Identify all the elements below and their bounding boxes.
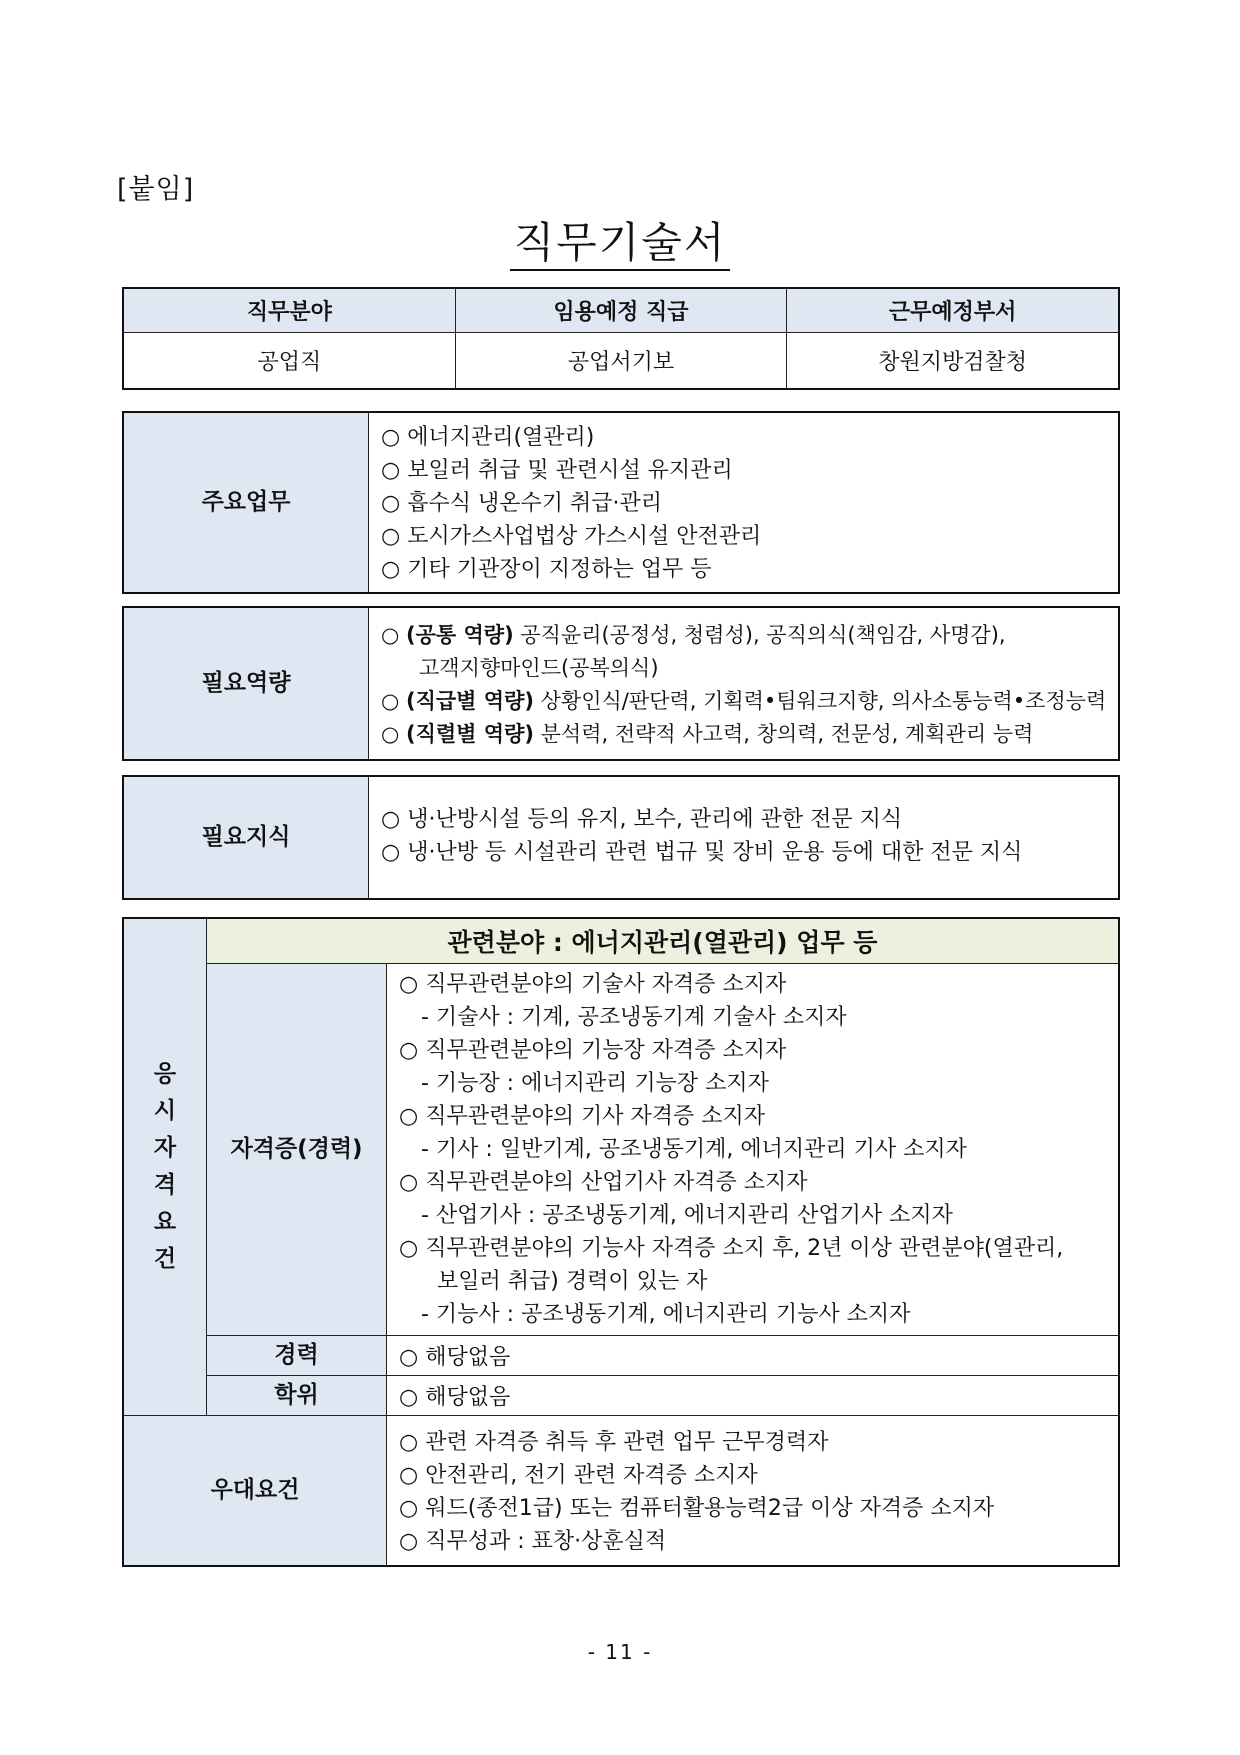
degree-value: ○ 해당없음 xyxy=(387,1376,1119,1416)
duty-item: ○ 기타 기관장이 지정하는 업무 등 xyxy=(381,557,712,582)
knowledge-table xyxy=(123,776,1119,899)
summary-value-department: 창원지방검찰청 xyxy=(787,333,1119,389)
summary-header-grade: 임용예정 직급 xyxy=(455,289,787,333)
preferred-item: ○ 직무성과 : 표창·상훈실적 xyxy=(399,1528,667,1554)
competency-item: ○ (직급별 역량) 상황인식/판단력, 기획력•팀워크지향, 의사소통능력•조정능력 xyxy=(381,688,1107,713)
duty-item: ○ 흡수식 냉온수기 취급·관리 xyxy=(381,491,662,516)
knowledge-list xyxy=(369,777,1119,899)
knowledge-label: 필요지식 xyxy=(124,777,369,899)
summary-value-grade: 공업서기보 xyxy=(455,333,787,389)
cert-subitem: - 기사 : 일반기계, 공조냉동기계, 에너지관리 기사 소지자 xyxy=(421,1137,967,1162)
preferred-label: 우대요건 xyxy=(124,1416,387,1566)
competency-label: 필요역량 xyxy=(124,608,369,760)
cert-item: ○ 직무관련분야의 기사 자격증 소지자 xyxy=(399,1104,765,1129)
knowledge-item: ○ 냉·난방 등 시설관리 관련 법규 및 장비 운용 등에 대한 전문 지식 xyxy=(381,840,1023,865)
cert-subitem: - 기술사 : 기계, 공조냉동기계 기술사 소지자 xyxy=(421,1005,847,1030)
competency-item: ○ (직렬별 역량) 분석력, 전략적 사고력, 창의력, 전문성, 계획관리 능력 xyxy=(381,721,1034,746)
summary-header-field: 직무분야 xyxy=(124,289,456,333)
document-title: 직무기술서 xyxy=(510,218,731,271)
duties-label: 주요업무 xyxy=(124,413,369,593)
page-number: - 11 - xyxy=(587,1640,653,1664)
cert-subitem: - 기능장 : 에너지관리 기능장 소지자 xyxy=(421,1071,769,1096)
preferred-item: ○ 워드(종전1급) 또는 컴퓨터활용능력2급 이상 자격증 소지자 xyxy=(399,1495,995,1521)
cert-item: ○ 직무관련분야의 기능사 자격증 소지 후, 2년 이상 관련분야(열관리, xyxy=(399,1236,1064,1261)
preferred-item: ○ 관련 자격증 취득 후 관련 업무 근무경력자 xyxy=(399,1429,829,1455)
degree-label: 학위 xyxy=(207,1376,387,1416)
duty-item: ○ 보일러 취급 및 관련시설 유지관리 xyxy=(381,458,733,483)
cert-subitem: - 기능사 : 공조냉동기계, 에너지관리 기능사 소지자 xyxy=(421,1302,911,1327)
duty-item: ○ 에너지관리(열관리) xyxy=(381,425,595,450)
requirements-vertical-label: 응 시 자 격 요 건 xyxy=(124,919,207,1416)
document-title-wrap xyxy=(0,210,1240,270)
experience-label: 경력 xyxy=(207,1336,387,1376)
knowledge-item: ○ 냉·난방시설 등의 유지, 보수, 관리에 관한 전문 지식 xyxy=(381,807,903,832)
summary-table xyxy=(123,288,1119,389)
competency-item-continued: 고객지향마인드(공복의식) xyxy=(419,655,659,680)
certificate-list xyxy=(387,964,1119,1336)
certificate-label: 자격증(경력) xyxy=(207,964,387,1336)
preferred-item: ○ 안전관리, 전기 관련 자격증 소지자 xyxy=(399,1462,758,1488)
cert-item: ○ 직무관련분야의 기술사 자격증 소지자 xyxy=(399,972,787,997)
competency-list xyxy=(369,608,1119,760)
related-field-title: 관련분야 : 에너지관리(열관리) 업무 등 xyxy=(207,919,1119,964)
requirements-table xyxy=(123,918,1119,1566)
preferred-list xyxy=(387,1416,1119,1566)
cert-item-continued: 보일러 취급) 경력이 있는 자 xyxy=(437,1269,708,1294)
attachment-label: [붙임] xyxy=(117,174,195,205)
competency-table xyxy=(123,607,1119,760)
cert-subitem: - 산업기사 : 공조냉동기계, 에너지관리 산업기사 소지자 xyxy=(421,1203,953,1228)
summary-header-department: 근무예정부서 xyxy=(787,289,1119,333)
cert-item: ○ 직무관련분야의 산업기사 자격증 소지자 xyxy=(399,1170,808,1195)
experience-value: ○ 해당없음 xyxy=(387,1336,1119,1376)
duties-list xyxy=(369,413,1119,593)
duty-item: ○ 도시가스사업법상 가스시설 안전관리 xyxy=(381,524,762,549)
duties-table xyxy=(123,412,1119,593)
summary-value-field: 공업직 xyxy=(124,333,456,389)
cert-item: ○ 직무관련분야의 기능장 자격증 소지자 xyxy=(399,1038,787,1063)
competency-item: ○ (공통 역량) 공직윤리(공정성, 청렴성), 공직의식(책임감, 사명감), xyxy=(381,622,1006,647)
